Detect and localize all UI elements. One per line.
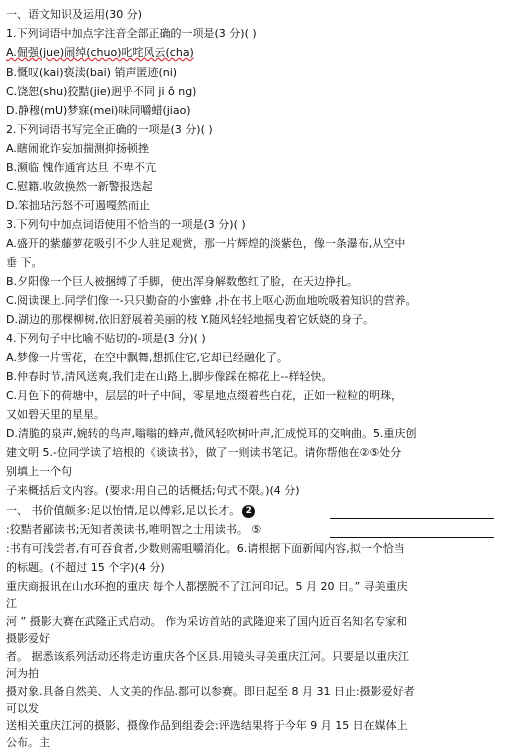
q3-option-d: D.湖边的那棵柳树,依旧舒展着美丽的枝 Y.随风轻轻地摇曳着它妖娆的身子。 <box>6 313 374 326</box>
q1-option-a <box>6 46 194 60</box>
news-line-2: 江 <box>6 597 17 610</box>
circle-2-marker: 2 <box>242 505 255 518</box>
q1-option-d: D.静穆(mU)梦寐(mei)味同嚼蜡(jiao) <box>6 104 191 117</box>
question-5-requirement: 子来概括后文内容。(要求:用自己的话概括;句式不限。)(4 分) <box>6 484 300 497</box>
news-line-10: 公布。主 <box>6 736 50 749</box>
question-2: 2.下列词语书写完全正确的一项是(3 分)( ) <box>6 123 213 136</box>
news-line-4: 摄影爱好 <box>6 632 50 645</box>
q2-option-b: B.濒临 愧作通宵达旦 不卑不亢 <box>6 161 157 174</box>
notes-line-1 <box>6 504 257 518</box>
q3-option-b: B.夕阳像一个巨人被捆缚了手脚，使出浑身解数憋红了脸，在天边挣扎。 <box>6 275 359 288</box>
q3-option-a-cont: 垂 下。 <box>6 256 43 269</box>
news-line-8: 可以发 <box>6 702 39 715</box>
q4-option-b: B.仲春时节,清风送爽,我们走在山路上,脚步像踩在棉花上--样轻快。 <box>6 370 333 383</box>
news-line-7: 摄对象.具备自然美、人文美的作品.都可以参赛。即日起至 8 月 31 日止:摄影爱好者 <box>6 685 415 698</box>
q4-option-c-cont: 又如碧天里的星星。 <box>6 408 105 421</box>
answer-blank-2[interactable] <box>330 518 494 519</box>
q4-option-c: C.月色下的荷塘中，层层的叶子中间，零星地点缀着些白花，正如一粒粒的明珠， <box>6 389 403 402</box>
q1-option-b: B.慨叹(kai)亵渎(bai) 销声匿迹(ni) <box>6 66 178 79</box>
question-5-text-cont: 别填上一个句 <box>6 465 72 478</box>
q2-option-c: C.慰籍.收敛换然一新警报迭起 <box>6 180 153 193</box>
answer-blank-5[interactable] <box>330 537 494 538</box>
section-heading: 一、语文知识及运用(30 分) <box>6 8 143 21</box>
question-6: :书有可浅尝者,有可吞食者,少数则需咀嚼消化。6.请根据下面新闻内容,拟一个恰当 <box>6 542 405 555</box>
news-line-6: 河为拍 <box>6 667 39 680</box>
news-line-1: 重庆商报讯在山水环抱的重庆 每个人都摆脱不了江河印记。5 月 20 日。” 寻美重庆 <box>6 580 408 593</box>
question-6-cont: 的标题。(不超过 15 个字)(4 分) <box>6 561 165 574</box>
notes-line-1-text: 一、 书价值颇多:足以怡情,足以傅彩,足以长才。 <box>6 504 241 517</box>
question-1: 1.下列词语中加点字注音全部正确的一项是(3 分)( ) <box>6 27 257 40</box>
q3-option-a: A.盛开的紫藤萝花吸引不少人驻足观赏，那一片辉煌的淡紫色，像一条瀑布,从空中 <box>6 237 406 250</box>
question-3: 3.下列句中加点词语使用不恰当的一项是(3 分)( ) <box>6 218 246 231</box>
news-line-9: 送相关重庆江河的摄影、摄像作品到组委会:评选结果将于今年 9 月 15 日在媒体上 <box>6 719 408 732</box>
q1-option-a-text: A.倔强(jue)闹绰(chuo)叱咤风云(cha) <box>6 46 194 59</box>
q1-option-c: C.饶恕(shu)狡黠(jie)迥乎不同 ji ǒ ng) <box>6 85 197 98</box>
notes-line-2: :狡黠者鄙读书;无知者羡读书,唯明智之士用读书。 ⑤ <box>6 523 262 536</box>
question-5-text: 建文明 5.-位同学读了培根的《谈读书》，做了一则读书笔记。请你帮他在②⑤处分 <box>6 446 402 459</box>
q4-option-d: D.清脆的泉声,婉转的鸟声,嗡嗡的蜂声,微风轻吹树叶声,汇成悦耳的交响曲。5.重庆创 <box>6 427 417 440</box>
question-4: 4.下列句子中比喻不贴切的-项是(3 分)( ) <box>6 332 206 345</box>
q2-option-d: D.笨拙玷污怒不可遏嘎然而止 <box>6 199 150 212</box>
news-line-3: 河 ” 摄影大赛在武隆正式启动。 作为采访首站的武隆迎来了国内近百名知名专家和 <box>6 615 408 628</box>
news-line-5: 者。 据悉该系列活动还将走访重庆各个区县.用镜头寻美重庆江河。只要是以重庆江 <box>6 650 409 663</box>
q3-option-c: C.阅读课上.同学们像一-只只勤奋的小蜜蜂 ,扑在书上呕心沥血地吮吸着知识的营养。 <box>6 294 417 307</box>
q4-option-a: A.梦像一片雪花，在空中飘舞,想抓住它,它却已经融化了。 <box>6 351 288 364</box>
q2-option-a: A.瞎闹讹诈妄加揣测抑扬顿挫 <box>6 142 149 155</box>
